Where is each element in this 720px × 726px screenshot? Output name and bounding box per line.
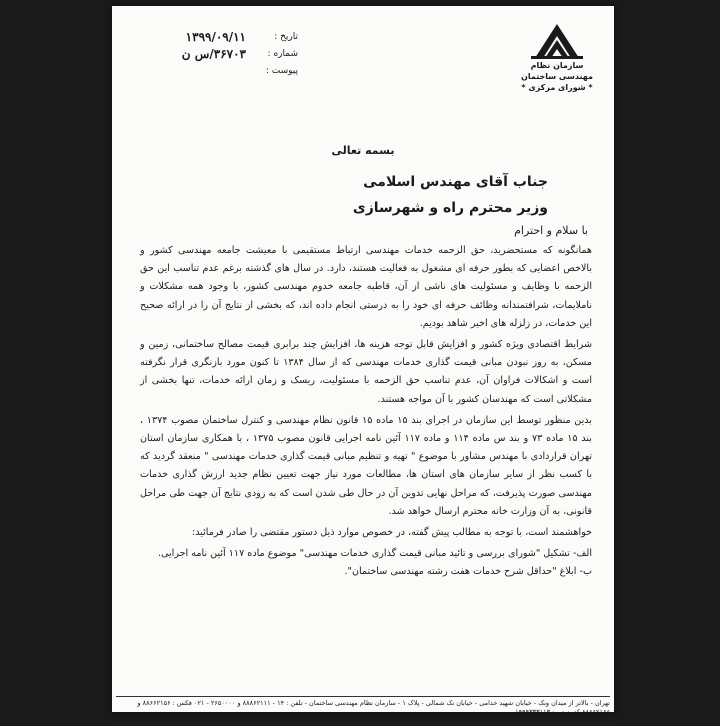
number-row: [138, 45, 298, 62]
letter-body: [140, 242, 592, 582]
letter-metadata: [138, 28, 298, 79]
date-value: ۱۳۹۹/۰۹/۱۱: [185, 29, 246, 44]
organization-logo: [516, 20, 598, 90]
building-logo-icon: [529, 20, 585, 60]
org-name-line2: * شورای مرکزی *: [521, 83, 593, 92]
attachment-row: [138, 62, 298, 79]
footer-address: تهران - بالاتر از میدان ونک - خیابان شهید خدامی - خیابان نک شمالی - پلاک ۱ - سازمان نظام مهندسی ساختمان - تلفن : ۱۴ - ۸۸۸۶۲۱۱۱ و ۲۶۵۰۰۰۰ - ۰۲۱ فکس : ۸۸۶۶۲۱۵۶ و ۸۸۶۶۲۱۶۶ کد پستی : ۱۹۹۴۳۳۳۱۱۳: [137, 699, 610, 716]
letterhead-footer: [116, 696, 610, 726]
footer-email: E-mail: Dabirkhaneh@shoramarkazi@gmail.com: [284, 717, 442, 725]
body-paragraph: بدین منظور توسط این سازمان در اجرای بند ۱۵ ماده ۱۵ قانون نظام مهندسی و کنترل ساختمان مصوب ۱۳۷۴ ، بند ۱۵ ماده ۷۳ و بند س ماده ۱۱۴ و ماده ۱۱۷ آئین نامه اجرایی قانون مصوب ۱۳۷۵ ، با همکاری سازمان استان تهران قراردادی با مهندس مشاور با موضوع " تهیه و تنظیم مبانی قیمت گذاری خدمات مهندسی " منعقد گردید که با کسب نظر از سایر سازمان های استان ها، مطالعات مورد نیاز جهت تعیین نظام جدید ارزش گذاری خدمات مهندسی صورت پذیرفت، که مراحل نهایی تدوین آن در حال طی شدن است که به زودی نتایج آن جهت طی مراحل قانونی، به آن وزارت خانه محترم ارسال خواهد شد.: [140, 414, 592, 517]
org-name-line1: سازمان نظام مهندسی ساختمان: [521, 61, 593, 81]
letter-page: [112, 6, 614, 725]
bismillah-heading: بسمه تعالی: [331, 144, 395, 157]
attachment-label: پیوست :: [265, 65, 298, 76]
addressee-block: [353, 169, 548, 221]
body-paragraph: همانگونه که مستحضرید، حق الزحمه خدمات مهندسی ارتباط مستقیمی با معیشت جامعه مهندسی کشور و بالاخص اعضایی که بطور حرفه ای مشغول به فعالیت هستند، دارد. در سال های گذشته برغم عدم تناسب این حق الزحمه با وظایف و مسئولیت های ناشی از آن، قاطبه جامعه خدوم مهندسی کشور، با وجود همه مشکلات و ناملایمات، شرافتمندانه وظائف حرفه ای خود را به درستی انجام داده اند، که بخشی از نتایج آن را در ارائه صحیح این خدمات، در زلزله های اخیر شاهد بودیم.: [140, 245, 592, 329]
request-item: ب- ابلاغ "حداقل شرح خدمات هفت رشته مهندسی ساختمان".: [344, 566, 592, 578]
body-paragraph: شرایط اقتصادی ویژه کشور و افزایش قابل توجه هزینه ها، افزایش چند برابری قیمت مصالح ساختمانی، زمین و مسکن، به روز نبودن مبانی قیمت گذاری خدمات مهندسی که از سال ۱۳۸۴ تا کنون مورد بازنگری قرار نگرفته است و اشکالات فراوان آن، عدم تناسب حق الزحمه با مسئولیت، ریسک و زمان ارائه خدمات، تنها بخشی از مشکلاتی است که مهندسان کشور با آن مواجه هستند.: [140, 339, 592, 405]
addressee-name: جناب آقای مهندس اسلامی: [363, 174, 548, 190]
addressee-title: وزیر محترم راه و شهرسازی: [352, 200, 548, 216]
date-label: تاریخ :: [274, 31, 298, 42]
number-value: ۳۶۷۰۳/س ن: [181, 46, 246, 61]
date-row: [138, 28, 298, 45]
salutation: با سلام و احترام: [514, 224, 588, 237]
request-item: الف- تشکیل "شورای بررسی و تائید مبانی قیمت گذاری خدمات مهندسی" موضوع ماده ۱۱۷ آئین نامه اجرایی.: [157, 548, 592, 560]
body-paragraph: خواهشمند است، با توجه به مطالب پیش گفته، در خصوص موارد ذیل دستور مقتضی را صادر فرمائید:: [191, 527, 592, 539]
number-label: شماره :: [267, 48, 298, 59]
